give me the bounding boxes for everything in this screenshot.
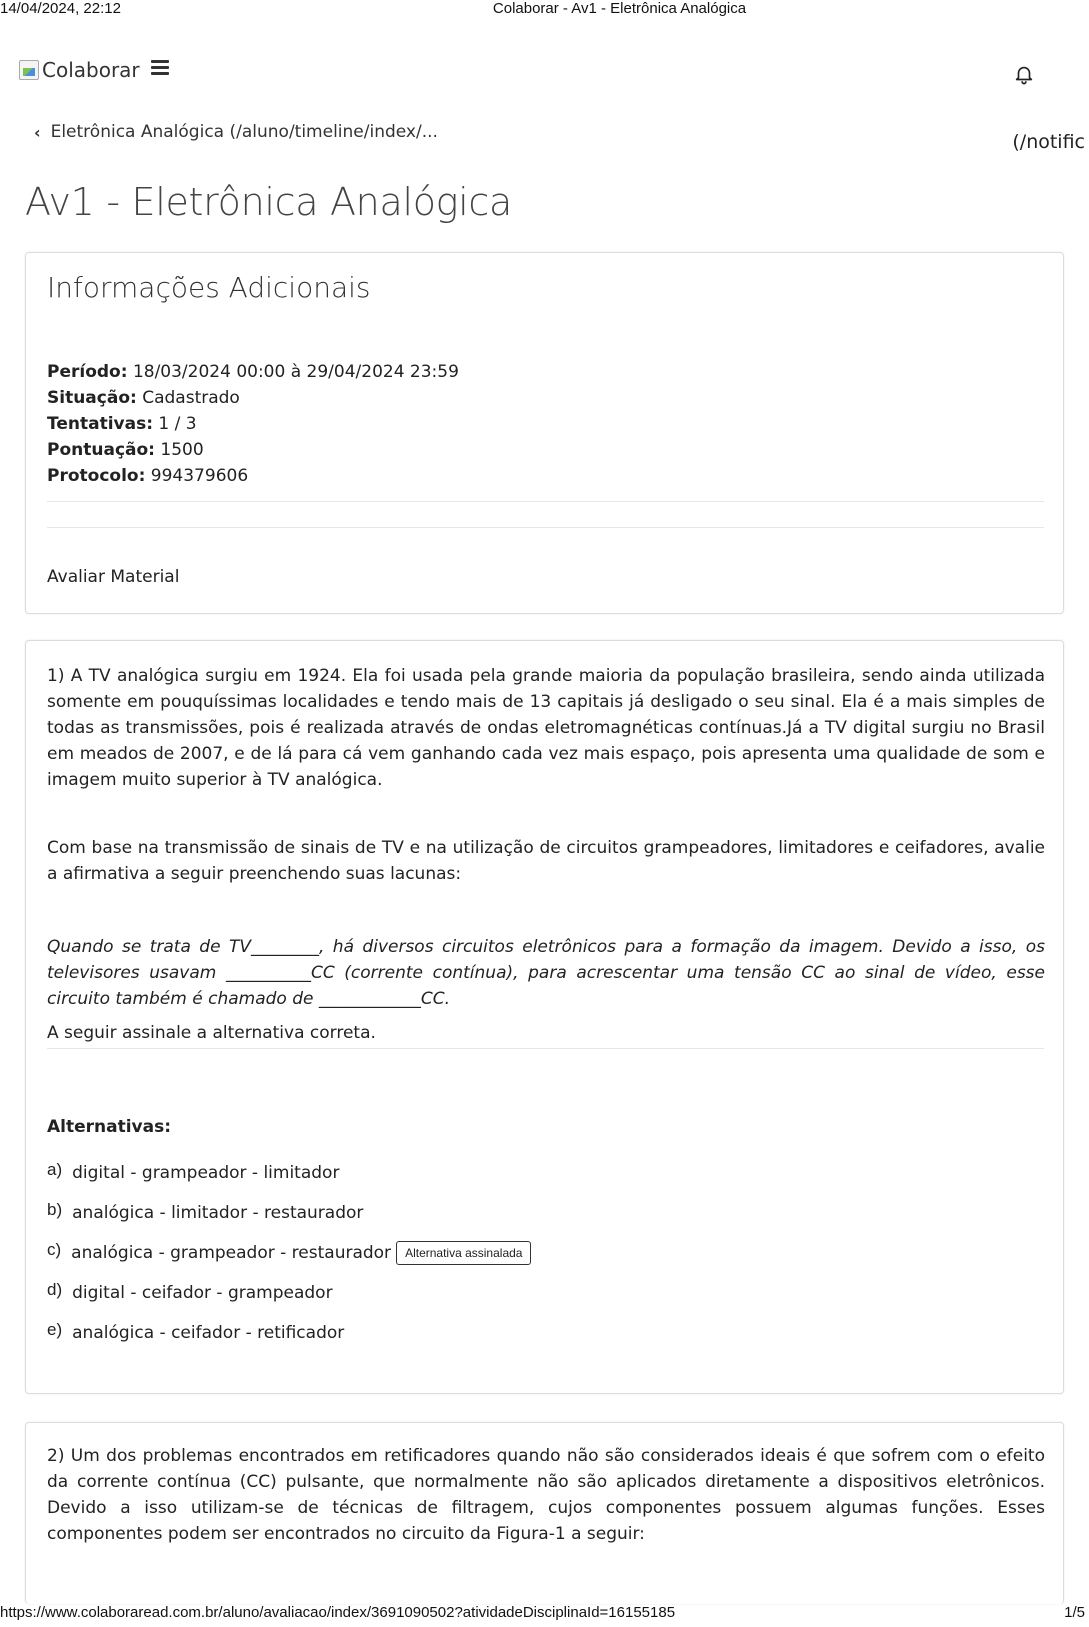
divider bbox=[47, 527, 1044, 528]
avaliar-material-link[interactable]: Avaliar Material bbox=[47, 567, 180, 587]
selected-alternative-badge: Alternativa assinalada bbox=[396, 1241, 531, 1265]
info-list bbox=[47, 359, 459, 489]
colaborar-logo[interactable] bbox=[19, 58, 140, 82]
info-card bbox=[25, 252, 1064, 614]
question-1-intro: 1) A TV analógica surgiu em 1924. Ela foi usada pela grande maioria da população brasileira, sendo ainda utilizada somente em pouquíssimas localidades e tendo mais de 13 capitais já desligado o seu sinal. Ela é a mais simples de todas as transmissões, pois é realizada através de ondas eletromagnéticas contínuas.Já a TV digital surgiu no Brasil em meados de 2007, e de lá para cá vem ganhando cada vez mais espaço, pois apresenta uma qualidade de som e imagem muito superior à TV analógica. bbox=[47, 666, 1045, 790]
info-pontuacao: Pontuação: 1500 bbox=[47, 440, 204, 460]
alternative-b[interactable]: b) analógica - limitador - restaurador bbox=[47, 1200, 364, 1223]
breadcrumb[interactable] bbox=[34, 122, 438, 142]
info-protocolo: Protocolo: 994379606 bbox=[47, 466, 249, 486]
alternative-d[interactable]: d) digital - ceifador - grampeador bbox=[47, 1280, 333, 1303]
print-page-number: 1/5 bbox=[1064, 1604, 1085, 1621]
alternative-c[interactable]: c) analógica - grampeador - restaurador Alternativa assinalada bbox=[47, 1241, 531, 1265]
bell-icon[interactable] bbox=[1013, 62, 1035, 86]
divider bbox=[47, 501, 1044, 502]
top-navbar bbox=[0, 50, 1089, 90]
print-url: https://www.colaboraread.com.br/aluno/avaliacao/index/3691090502?atividadeDisciplinaId=16155185 bbox=[0, 1604, 676, 1621]
broken-image-icon bbox=[19, 60, 39, 80]
alternatives-heading: Alternativas: bbox=[47, 1117, 172, 1137]
alternative-a[interactable]: a) digital - grampeador - limitador bbox=[47, 1160, 340, 1183]
hamburger-menu-icon[interactable] bbox=[151, 60, 169, 76]
print-datetime: 14/04/2024, 22:12 bbox=[0, 0, 121, 17]
print-doc-title: Colaborar - Av1 - Eletrônica Analógica bbox=[492, 0, 747, 17]
question-1-card bbox=[25, 640, 1064, 1394]
info-card-title: Informações Adicionais bbox=[47, 271, 371, 304]
alternative-e[interactable]: e) analógica - ceifador - retificador bbox=[47, 1320, 345, 1343]
print-footer bbox=[0, 1604, 1089, 1624]
logo-alt-text: Colaborar bbox=[42, 58, 140, 82]
breadcrumb-link[interactable]: Eletrônica Analógica (/aluno/timeline/index/... bbox=[50, 122, 438, 142]
question-2-intro: 2) Um dos problemas encontrados em retificadores quando não são considerados ideais é que sofrem com o efeito da corrente contínua (CC) pulsante, que normalmente não são aplicados diretamente a dispositivos eletrônicos. Devido a isso utilizam-se de técnicas de filtragem, cujos componentes possuem algumas funções. Esses componentes podem ser encontrados no circuito da Figura-1 a seguir: bbox=[47, 1446, 1045, 1544]
info-periodo: Período: 18/03/2024 00:00 à 29/04/2024 23:59 bbox=[47, 362, 459, 382]
notifications-link[interactable]: (/notific bbox=[1012, 131, 1085, 153]
page-title: Av1 - Eletrônica Analógica bbox=[25, 180, 512, 224]
info-tentativas: Tentativas: 1 / 3 bbox=[47, 414, 197, 434]
question-2-card bbox=[25, 1422, 1064, 1604]
chevron-left-icon: ‹ bbox=[34, 122, 41, 142]
question-1-instruction: A seguir assinale a alternativa correta. bbox=[47, 1023, 376, 1043]
divider bbox=[47, 1048, 1044, 1049]
info-situacao: Situação: Cadastrado bbox=[47, 388, 240, 408]
question-1-context: Com base na transmissão de sinais de TV e na utilização de circuitos grampeadores, limitadores e ceifadores, avalie a afirmativa a seguir preenchendo suas lacunas: bbox=[47, 838, 1045, 884]
question-1-statement: Quando se trata de TV________, há diversos circuitos eletrônicos para a formação da imagem. Devido a isso, os televisores usavam __________CC (corrente contínua), para acrescentar uma tensão CC ao sinal de vídeo, esse circuito também é chamado de ____________CC. bbox=[47, 937, 1045, 1009]
print-header bbox=[0, 0, 1089, 20]
